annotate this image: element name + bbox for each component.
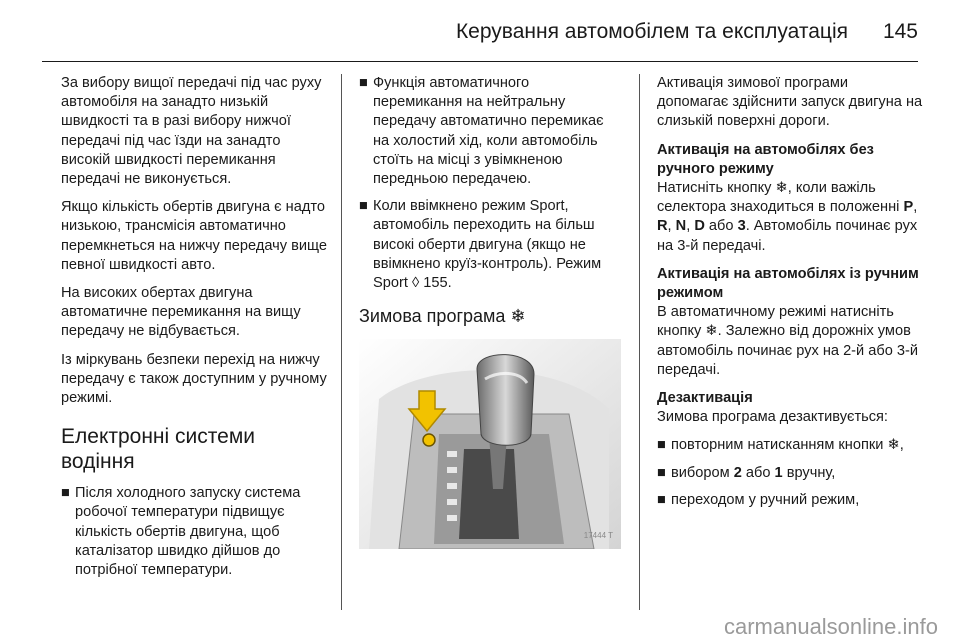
page-header: [0, 0, 960, 62]
figure-number: 17444 T: [583, 531, 613, 541]
gear-2: 2: [733, 464, 742, 481]
winter-program-icon: ❄: [510, 306, 526, 327]
bullet-item: [359, 74, 621, 189]
subheading: Активація на автомобілях без ручного режиму: [657, 141, 874, 177]
paragraph: Натисніть кнопку ❄, коли важіль селектора знаходиться в положенні P, R, N, D або 3. Автомобіль починає рух на 3-й передачі.: [657, 180, 918, 254]
text-run: . Залежно від дорожніх умов автомобіль починає рух на 2-й або 3-й передачі.: [657, 323, 919, 378]
gear-1: 1: [774, 464, 783, 481]
bullet-item: [657, 436, 923, 455]
winter-button-icon: ❄: [705, 323, 718, 340]
bullet-marker: ■: [657, 464, 666, 481]
subheading: Дезактивація: [657, 390, 753, 407]
cross-ref-page[interactable]: 155.: [423, 275, 452, 292]
gear-d: D: [694, 218, 705, 235]
winter-button-icon: ❄: [775, 180, 788, 197]
paragraph: Активація зимової програми допомагає здійснити запуск двигуна на слизькій поверхні дороги.: [657, 75, 923, 130]
cross-ref-arrow-icon: ◊: [411, 275, 420, 292]
column-1: [61, 74, 331, 588]
column-divider: [639, 74, 640, 610]
bullet-text: вибором: [671, 464, 730, 481]
column-3: [657, 74, 923, 518]
text-run: Автомобіль починає рух на 3-й передачі.: [657, 218, 918, 254]
paragraph: Зимова програма дезактивується:: [657, 409, 888, 426]
gear-3: 3: [737, 218, 746, 235]
column-2: [359, 74, 621, 549]
separator: ,: [667, 218, 676, 235]
paragraph: Якщо кількість обертів двигуна є надто низькою, трансмісія автоматично перемкнеться на нижчу передачу вище певної швидкості авто.: [61, 199, 327, 273]
column-divider: [341, 74, 342, 610]
heading-text: Зимова програма: [359, 306, 506, 327]
paragraph: Із міркувань безпеки перехід на нижчу передачу є також доступним у ручному режимі.: [61, 351, 327, 407]
bullet-item: [657, 491, 923, 510]
header-title: Керування автомобілем та експлуатація: [455, 20, 848, 43]
bullet-text: повторним натисканням кнопки: [671, 437, 884, 454]
gear-p: P: [903, 199, 914, 216]
bullet-marker: ■: [359, 75, 368, 91]
subheading: Активація на автомобілях із ручним режимом: [657, 265, 919, 302]
bullet-item: [657, 464, 923, 483]
header-rule: [42, 61, 918, 62]
bullet-marker: ■: [657, 437, 666, 454]
bullet-item: [61, 484, 331, 580]
or-word: або: [741, 464, 775, 481]
bullet-marker: ■: [657, 491, 666, 508]
gear-r: R: [657, 218, 668, 235]
text-run: , коли важіль селектора знаходиться в положенні: [657, 180, 900, 216]
bullet-item: [359, 197, 621, 293]
paragraph: За вибору вищої передачі під час руху автомобіля на занадто низькій швидкості та в разі вибору нижчої передачі під час їзди на занадто високій швидкості перемикання передачі не виконується.: [61, 75, 322, 188]
gear-selector-figure: [359, 339, 621, 549]
separator: ,: [913, 199, 918, 216]
gear-n: N: [675, 218, 687, 235]
text-run: Натисніть кнопку: [657, 180, 772, 197]
separator: ,: [686, 218, 695, 235]
text-run: В автоматичному режимі натисніть кнопку: [657, 304, 894, 340]
paragraph: На високих обертах двигуна автоматичне перемикання на вищу передачу не відбувається.: [61, 285, 301, 340]
bullet-marker: ■: [61, 485, 70, 502]
winter-button-icon: ❄: [887, 437, 900, 454]
or-word: або: [704, 218, 738, 235]
section-heading: Електронні системи водіння: [61, 425, 255, 474]
paragraph: [657, 303, 923, 380]
section-heading: [359, 305, 621, 327]
footer-watermark: carmanualsonline.info: [723, 614, 938, 639]
bullet-text: Функція автоматичного перемикання на нейтральну передачу автоматично перемикає на холостий хід, коли автомобіль стоїть на місці з увімкненою передньою передачею.: [373, 75, 604, 188]
text-run: вручну,: [782, 464, 836, 481]
bullet-text: переходом у ручний режим,: [671, 491, 860, 508]
gear-selector-illustration: [359, 339, 621, 549]
page-number: 145: [882, 20, 918, 43]
bullet-text: Після холодного запуску система робочої температури підвищує кількість обертів двигуна, щоб каталізатор швидко дійшов до потрібної температури.: [75, 485, 301, 579]
bullet-marker: ■: [359, 198, 368, 215]
text-run: ,: [899, 437, 904, 454]
bullet-text: Коли ввімкнено режим Sport, автомобіль переходить на більш високі оберти двигуна (якщо не ввімкнено круїз-контроль). Режим Sport: [373, 198, 602, 292]
